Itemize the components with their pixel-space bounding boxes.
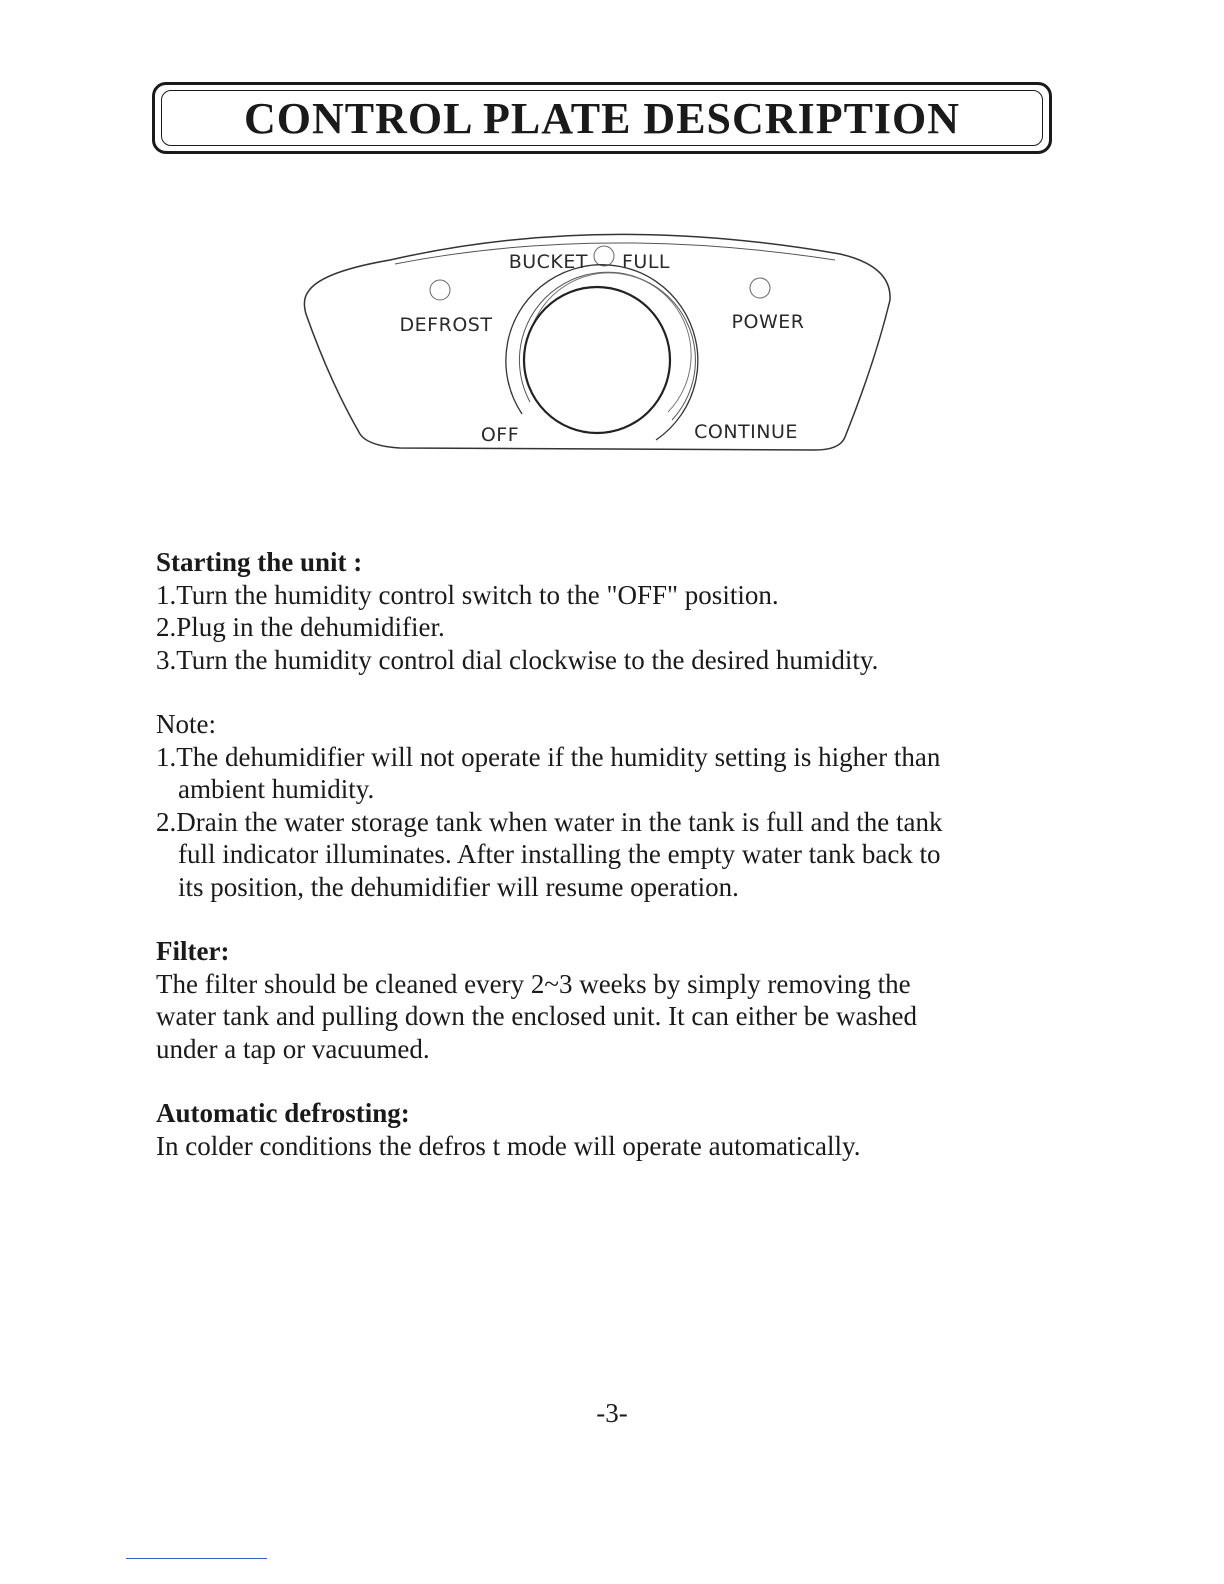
power-label: POWER (731, 311, 805, 333)
full-label: FULL (622, 251, 671, 273)
filter-line: under a tap or vacuumed. (156, 1033, 430, 1064)
starting-step: 2.Plug in the dehumidifier. (156, 612, 445, 642)
page-title: CONTROL PLATE DESCRIPTION (243, 93, 961, 143)
filter-line: water tank and pulling down the enclosed unit. It can either be washed (156, 1001, 918, 1031)
control-plate-svg (300, 222, 900, 462)
defrost-indicator-icon (430, 280, 450, 300)
note-item-line: 2.Drain the water storage tank when water in the tank is full and the tank (156, 806, 943, 837)
defrosting-text: In colder conditions the defros t mode will operate automatically. (156, 1130, 861, 1161)
bucket-full-indicator-icon (594, 246, 614, 266)
starting-step: 1.Turn the humidity control switch to the "OFF" position. (156, 579, 779, 610)
power-indicator-icon (750, 278, 770, 298)
starting-heading: Starting the unit : (156, 547, 363, 577)
note-item-line: ambient humidity. (178, 774, 375, 804)
note-item-line: full indicator illuminates. After installing the empty water tank back to (178, 839, 941, 869)
defrosting-heading: Automatic defrosting: (156, 1098, 410, 1128)
note-heading: Note: (156, 709, 216, 739)
instructions (156, 546, 1056, 1162)
control-plate-diagram (300, 222, 900, 462)
filter-heading: Filter: (156, 936, 230, 966)
continue-label: CONTINUE (694, 421, 798, 443)
note-item-line: 1.The dehumidifier will not operate if the humidity setting is higher than (156, 741, 941, 772)
humidity-control-dial[interactable] (524, 287, 670, 433)
page-number: -3- (596, 1398, 628, 1428)
filter-line: The filter should be cleaned every 2~3 weeks by simply removing the (156, 968, 911, 999)
defrost-label: DEFROST (399, 314, 493, 336)
footer-line (126, 1558, 267, 1559)
bucket-label: BUCKET (508, 251, 588, 273)
title-inner-frame (161, 90, 1043, 146)
starting-step: 3.Turn the humidity control dial clockwise to the desired humidity. (156, 644, 879, 675)
note-item-line: its position, the dehumidifier will resume operation. (178, 871, 739, 902)
title-box (152, 82, 1052, 154)
off-label: OFF (480, 424, 520, 446)
